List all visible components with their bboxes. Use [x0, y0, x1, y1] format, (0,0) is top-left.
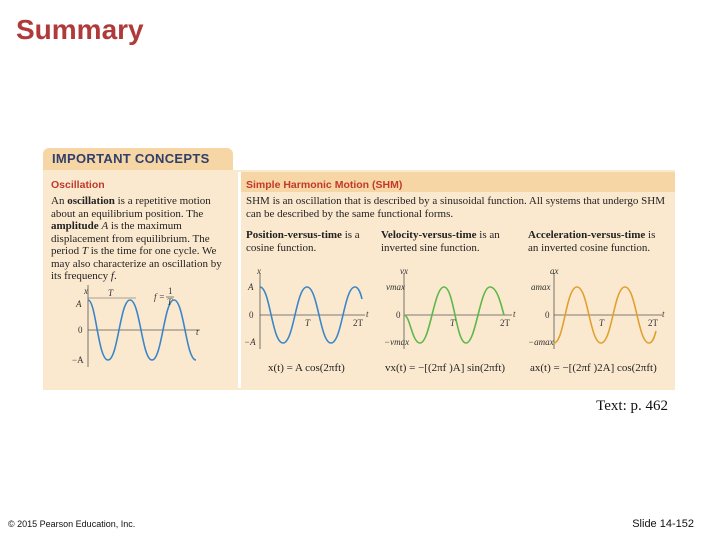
oscillation-text: An oscillation is a repetitive motion about an equilibrium position. The amplitude A is the maximum displacement from equilibrium. The period T is the time for one cycle. We may also characterize an oscillation by its frequency f.	[51, 195, 222, 282]
pos-bot-label: −A	[244, 337, 256, 347]
osc-negA-label: −A	[72, 355, 84, 365]
velocity-graph	[384, 265, 519, 353]
pos-2T-label: 2T	[353, 318, 363, 328]
vel-top-label: vmax	[386, 282, 405, 292]
acc-2T-label: 2T	[648, 318, 658, 328]
text-reference: Text: p. 462	[596, 398, 668, 414]
position-formula: x(t) = A cos(2πft)	[268, 362, 345, 374]
slide-title: Summary	[16, 14, 144, 45]
oscillation-graph	[68, 285, 208, 370]
osc-T-label: T	[108, 288, 114, 298]
acc-zero-label: 0	[545, 310, 550, 320]
pos-T-label: T	[305, 318, 311, 328]
shm-title: Simple Harmonic Motion (SHM)	[246, 179, 403, 191]
vel-2T-label: 2T	[500, 318, 510, 328]
slide-number: Slide 14-152	[632, 518, 694, 530]
position-text: Position-versus-time is a cosine function.	[246, 229, 360, 254]
osc-t-label: t	[196, 327, 199, 337]
osc-freq-num: 1	[168, 286, 173, 296]
vel-ylabel: vx	[400, 266, 408, 276]
vel-t-label: t	[513, 309, 516, 319]
acc-bot-label: −amax	[528, 337, 554, 347]
vel-zero-label: 0	[396, 310, 401, 320]
pos-top-label: A	[248, 282, 254, 292]
acceleration-formula: ax(t) = −[(2πf )2A] cos(2πft)	[530, 362, 657, 374]
vel-bot-label: −vmax	[384, 337, 410, 347]
pos-zero-label: 0	[249, 310, 254, 320]
acceleration-text: Acceleration-versus-time is an inverted cosine function.	[528, 229, 656, 254]
osc-x-label: x	[84, 286, 88, 296]
acceleration-graph	[528, 265, 668, 353]
pos-ylabel: x	[257, 266, 261, 276]
oscillation-title: Oscillation	[51, 179, 105, 191]
velocity-formula: vx(t) = −[(2πf )A] sin(2πft)	[385, 362, 506, 374]
osc-A-label: A	[76, 299, 82, 309]
copyright: © 2015 Pearson Education, Inc.	[8, 519, 136, 529]
shm-description: SHM is an oscillation that is described by a sinusoidal function. All systems that undergo SHM can be described by the same functional forms.	[246, 195, 665, 220]
acc-t-label: t	[662, 309, 665, 319]
vel-T-label: T	[450, 318, 456, 328]
concepts-header: IMPORTANT CONCEPTS	[52, 151, 210, 166]
osc-zero-label: 0	[78, 325, 83, 335]
acc-top-label: amax	[531, 282, 551, 292]
osc-freq-label: f =	[154, 292, 165, 302]
acc-ylabel: ax	[550, 266, 559, 276]
column-divider	[238, 172, 241, 388]
position-graph	[243, 265, 368, 353]
acc-T-label: T	[599, 318, 605, 328]
osc-freq-den: T	[167, 297, 173, 307]
pos-t-label: t	[366, 309, 369, 319]
velocity-text: Velocity-versus-time is an inverted sine function.	[381, 229, 500, 254]
